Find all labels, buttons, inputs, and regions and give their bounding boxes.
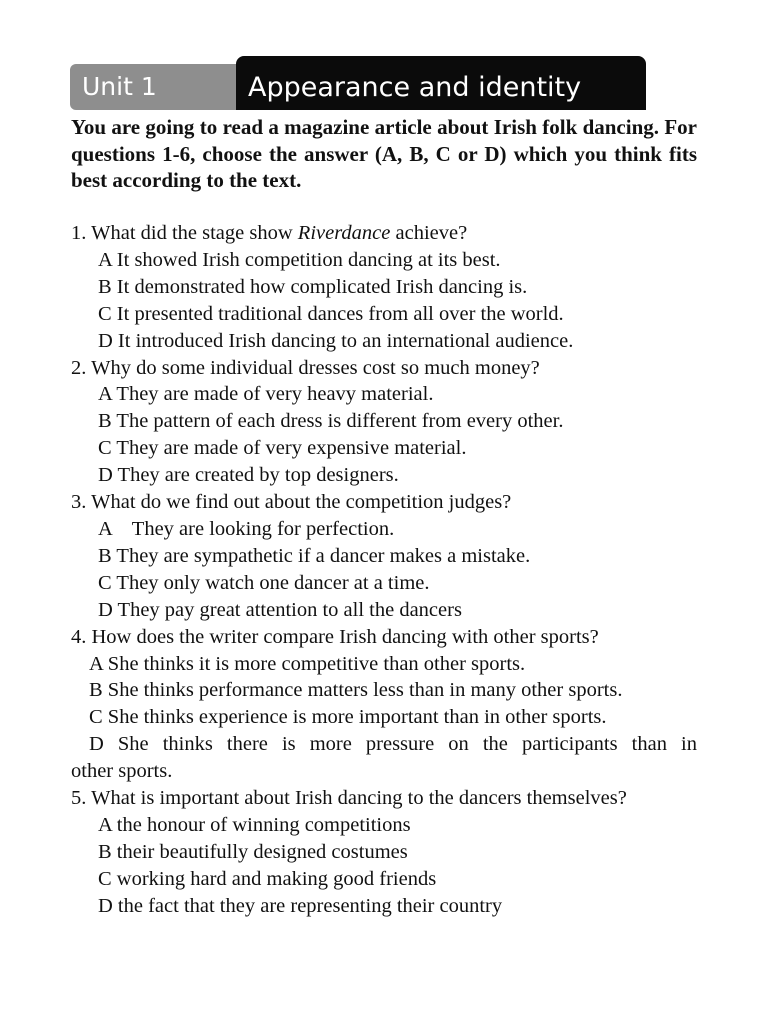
question-4-option-b: B She thinks performance matters less than in many other sports. <box>89 679 623 702</box>
question-1-option-d: D It introduced Irish dancing to an international audience. <box>98 329 574 352</box>
question-3-option-a: A They are looking for perfection. <box>98 517 395 540</box>
question-4-stem: 4. How does the writer compare Irish dancing with other sports? <box>71 625 599 648</box>
question-3-option-d: D They pay great attention to all the dancers <box>98 598 462 621</box>
question-1-option-b: B It demonstrated how complicated Irish dancing is. <box>98 275 528 298</box>
question-4-option-c: C She thinks experience is more important than in other sports. <box>89 706 607 729</box>
instructions: You are going to read a magazine article about Irish folk dancing. For questions 1-6, choose the answer (A, B, C or D) which you think fits best according to the text. <box>71 115 697 192</box>
question-1-option-a: A It showed Irish competition dancing at its best. <box>98 248 501 271</box>
question-5-option-a: A the honour of winning competitions <box>98 813 411 836</box>
question-1-option-c: C It presented traditional dances from all over the world. <box>98 302 564 325</box>
question-2-option-c: C They are made of very expensive material. <box>98 437 467 460</box>
question-5-stem: 5. What is important about Irish dancing to the dancers themselves? <box>71 787 627 810</box>
unit-label: Unit 1 <box>70 64 240 110</box>
question-1-prefix: 1. What did the stage show <box>71 222 298 244</box>
unit-title: Appearance and identity <box>236 56 646 110</box>
question-1-stem <box>71 220 701 247</box>
question-2-option-b: B The pattern of each dress is different from every other. <box>98 410 564 433</box>
question-4-option-d: D She thinks there is more pressure on the participants than in <box>89 733 697 756</box>
question-4-option-a: A She thinks it is more competitive than other sports. <box>89 652 526 675</box>
question-3-stem: 3. What do we find out about the competition judges? <box>71 491 512 514</box>
question-list <box>71 220 701 920</box>
question-1-show-title: Riverdance <box>297 222 391 244</box>
question-1-suffix: achieve? <box>390 222 468 244</box>
question-2-stem: 2. Why do some individual dresses cost so much money? <box>71 356 540 379</box>
question-3-option-b: B They are sympathetic if a dancer makes a mistake. <box>98 544 531 567</box>
question-2-option-d: D They are created by top designers. <box>98 464 399 487</box>
question-5-option-d: D the fact that they are representing their country <box>98 894 503 917</box>
question-5-option-b: B their beautifully designed costumes <box>98 840 408 863</box>
question-5-option-c: C working hard and making good friends <box>98 867 437 890</box>
question-4-option-d-continued: other sports. <box>71 760 173 783</box>
unit-banner <box>70 56 646 112</box>
question-3-option-c: C They only watch one dancer at a time. <box>98 571 430 594</box>
question-2-option-a: A They are made of very heavy material. <box>98 383 434 406</box>
